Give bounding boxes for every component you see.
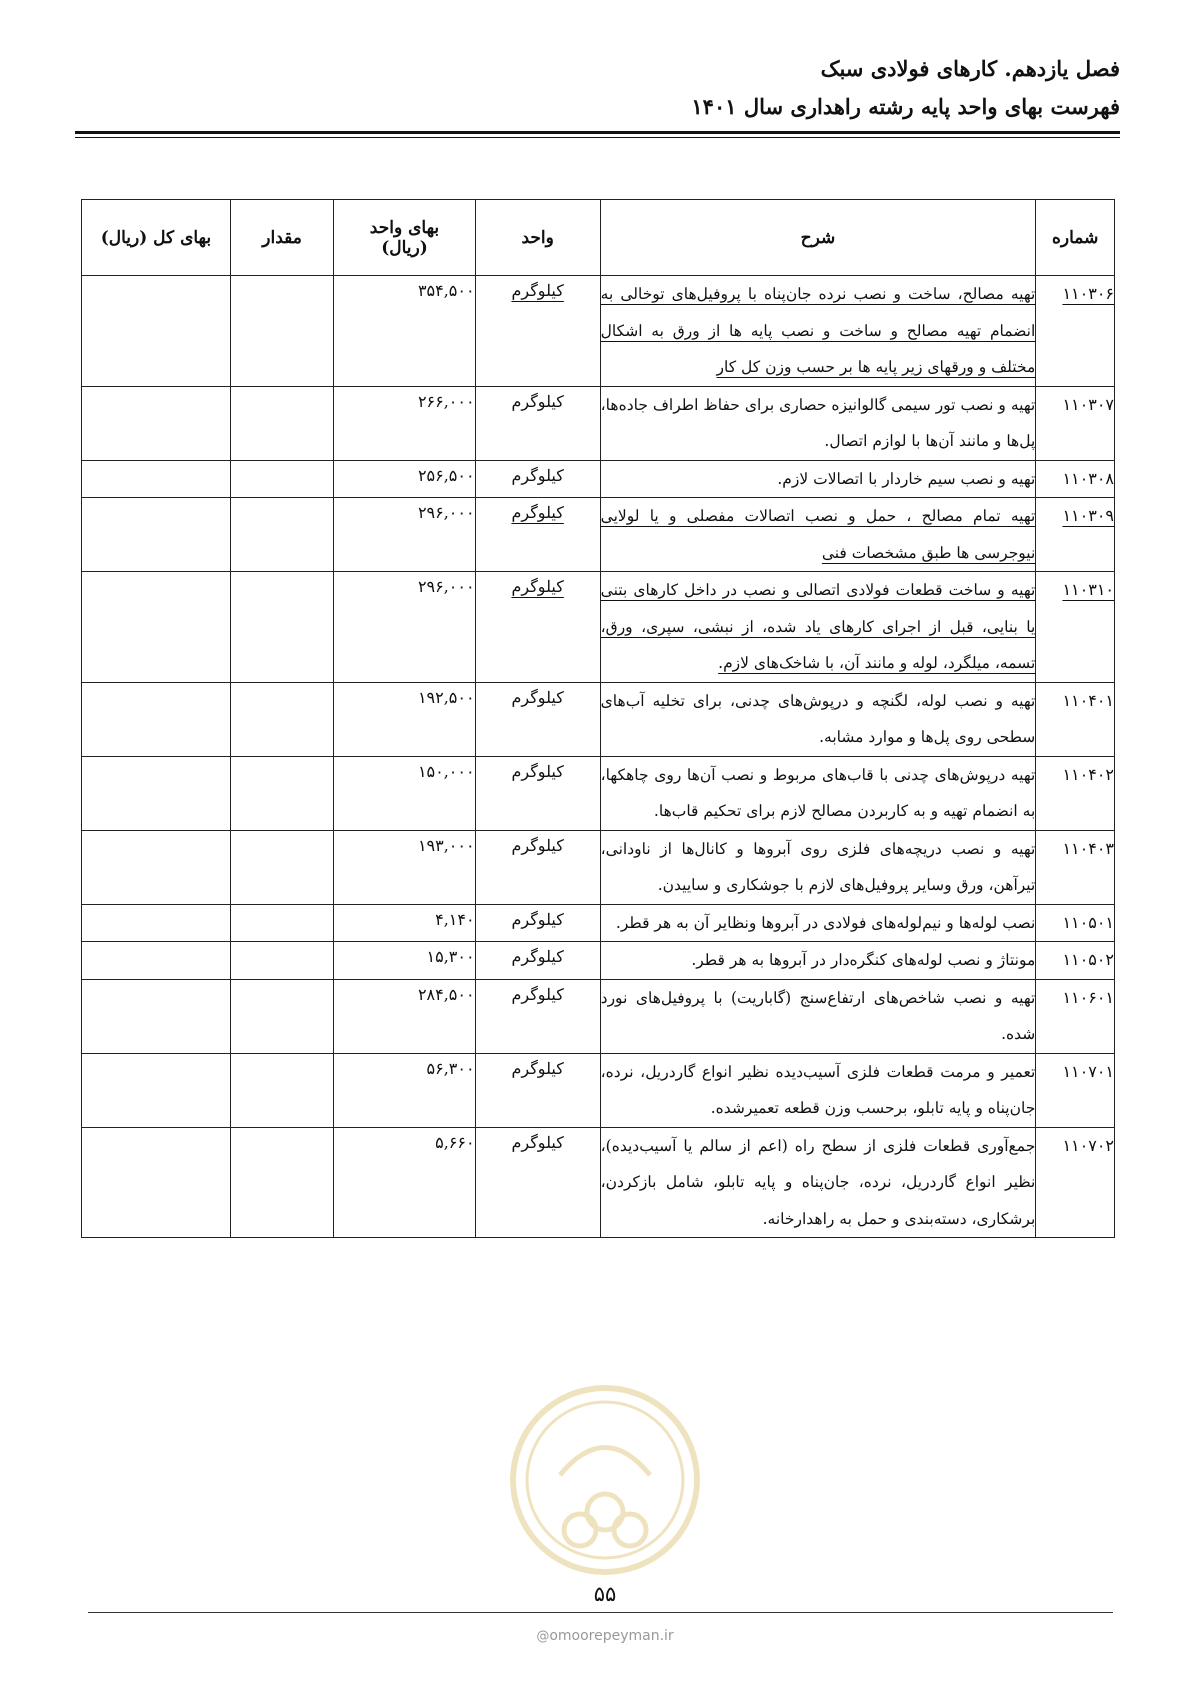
header-total-price: بهای کل (ریال) xyxy=(82,200,231,276)
item-total-price xyxy=(82,386,231,460)
item-number xyxy=(1036,1127,1115,1238)
item-number-text: ۱۱۰۵۰۲ xyxy=(1062,950,1114,969)
item-unit-price: ۵۶,۳۰۰ xyxy=(334,1053,475,1127)
at-icon: @ xyxy=(536,1629,550,1644)
table-body xyxy=(82,276,1115,1238)
header-rule-thick xyxy=(75,131,1120,134)
item-quantity xyxy=(230,386,334,460)
item-description-text: تهیه مصالح، ساخت و نصب نرده جان‌پناه با پروفیل‌های توخالی به انضمام تهیه مصالح و ساخت و نصب پایه ها از ورق به اشکال مختلف و ورقهای زیر پایه ها بر حسب وزن کل کار xyxy=(600,285,1036,376)
page-header xyxy=(75,54,1120,122)
item-total-price xyxy=(82,682,231,756)
item-unit-text: کیلوگرم xyxy=(511,1058,564,1078)
item-quantity xyxy=(230,904,334,942)
item-number-text: ۱۱۰۳۰۷ xyxy=(1062,394,1114,414)
item-description xyxy=(600,460,1036,498)
site-watermark xyxy=(520,1628,690,1644)
item-description-text: مونتاژ و نصب لوله‌های کنگره‌دار در آبروها به هر قطر. xyxy=(691,951,1036,969)
header-unit-price-label: بهای واحد xyxy=(369,217,440,238)
document-title: فهرست بهای واحد پایه رشته راهداری سال ۱۴۰۱ xyxy=(691,94,1120,119)
item-total-price xyxy=(82,756,231,830)
table-row xyxy=(82,979,1115,1053)
item-total-price xyxy=(82,498,231,572)
item-unit xyxy=(475,1053,600,1127)
item-unit-price: ۱۹۳,۰۰۰ xyxy=(334,830,475,904)
item-description xyxy=(600,572,1036,683)
item-unit-price: ۴,۱۴۰ xyxy=(334,904,475,942)
header-rule-thin xyxy=(75,137,1120,138)
item-number xyxy=(1036,460,1115,498)
item-total-price xyxy=(82,460,231,498)
price-list-table xyxy=(81,199,1115,1238)
header-unit: واحد xyxy=(475,200,600,276)
item-unit-text: کیلوگرم xyxy=(511,1132,564,1152)
footer-rule xyxy=(88,1612,1113,1613)
item-description-text: تهیه و نصب شاخص‌های ارتفاع‌سنج (گاباریت) با پروفیل‌های نورد شده. xyxy=(600,988,1036,1043)
item-quantity xyxy=(230,682,334,756)
item-description xyxy=(600,386,1036,460)
item-description-text: تهیه تمام مصالح ، حمل و نصب اتصالات مفصلی و یا لولایی نیوجرسی ها طبق مشخصات فنی xyxy=(600,507,1036,562)
item-quantity xyxy=(230,572,334,683)
item-unit xyxy=(475,756,600,830)
item-number-text: ۱۱۰۶۰۱ xyxy=(1062,987,1114,1007)
item-unit-text: کیلوگرم xyxy=(511,835,564,855)
item-number xyxy=(1036,904,1115,942)
item-unit-price: ۲۵۶,۵۰۰ xyxy=(334,460,475,498)
table-row xyxy=(82,276,1115,387)
item-number xyxy=(1036,942,1115,980)
item-description xyxy=(600,830,1036,904)
item-unit xyxy=(475,386,600,460)
item-number-text: ۱۱۰۷۰۲ xyxy=(1062,1135,1114,1155)
item-unit-price: ۲۹۶,۰۰۰ xyxy=(334,498,475,572)
item-description xyxy=(600,682,1036,756)
item-description xyxy=(600,1127,1036,1238)
item-unit-price: ۲۸۴,۵۰۰ xyxy=(334,979,475,1053)
item-total-price xyxy=(82,276,231,387)
item-unit xyxy=(475,979,600,1053)
item-description xyxy=(600,498,1036,572)
item-number-text: ۱۱۰۳۱۰ xyxy=(1062,580,1114,599)
item-unit xyxy=(475,276,600,387)
item-unit xyxy=(475,572,600,683)
site-url: omoorepeyman.ir xyxy=(549,1628,674,1644)
item-description xyxy=(600,942,1036,980)
item-unit-price: ۲۹۶,۰۰۰ xyxy=(334,572,475,683)
item-total-price xyxy=(82,830,231,904)
item-unit-price: ۱۹۲,۵۰۰ xyxy=(334,682,475,756)
item-quantity xyxy=(230,942,334,980)
item-description xyxy=(600,1053,1036,1127)
table-row xyxy=(82,460,1115,498)
item-quantity xyxy=(230,276,334,387)
item-number-text: ۱۱۰۵۰۱ xyxy=(1062,912,1114,932)
item-number xyxy=(1036,830,1115,904)
table-row xyxy=(82,904,1115,942)
item-total-price xyxy=(82,942,231,980)
item-total-price xyxy=(82,572,231,683)
item-unit xyxy=(475,904,600,942)
table-header-row xyxy=(82,200,1115,276)
item-description-text: تهیه و ساخت قطعات فولادی اتصالی و نصب در داخل کارهای بتنی یا بنایی، قبل از اجرای کارهای یاد شده، از نبشی، سپری، ورق، تسمه، میلگرد، لوله و مانند آن، با شاخک‌های لازم. xyxy=(600,581,1036,672)
item-unit-price: ۲۶۶,۰۰۰ xyxy=(334,386,475,460)
header-unit-price-currency: (ریال) xyxy=(381,237,428,258)
item-unit-price: ۳۵۴,۵۰۰ xyxy=(334,276,475,387)
table-row xyxy=(82,1127,1115,1238)
item-description-text: تهیه درپوش‌های چدنی با قاب‌های مربوط و نصب آن‌ها روی چاهکها، به انضمام تهیه و به کاربردن مصالح لازم برای تحکیم قاب‌ها. xyxy=(600,765,1036,820)
table-row xyxy=(82,386,1115,460)
table-row xyxy=(82,682,1115,756)
item-quantity xyxy=(230,979,334,1053)
item-number-text: ۱۱۰۷۰۱ xyxy=(1062,1061,1114,1081)
item-unit-text: کیلوگرم xyxy=(511,465,564,485)
item-unit-text: کیلوگرم xyxy=(511,391,564,411)
item-number-text: ۱۱۰۴۰۲ xyxy=(1062,764,1114,784)
item-number xyxy=(1036,386,1115,460)
item-unit xyxy=(475,1127,600,1238)
table-row xyxy=(82,830,1115,904)
item-description xyxy=(600,979,1036,1053)
item-unit-text: کیلوگرم xyxy=(511,984,564,1004)
item-description-text: تهیه و نصب سیم خاردار با اتصالات لازم. xyxy=(777,469,1036,488)
item-description-text: جمع‌آوری قطعات فلزی از سطح راه (اعم از سالم یا آسیب‌دیده)، نظیر انواع گاردریل، نرده، جان‌پناه و پایه تابلو، شامل بازکردن، برشکاری، دسته‌بندی و حمل به راهدارخانه. xyxy=(600,1136,1036,1228)
table-row xyxy=(82,498,1115,572)
item-number xyxy=(1036,756,1115,830)
item-quantity xyxy=(230,460,334,498)
header-description: شرح xyxy=(600,200,1036,276)
item-number-text: ۱۱۰۳۰۸ xyxy=(1062,468,1114,488)
item-quantity xyxy=(230,756,334,830)
item-unit-price: ۵,۶۶۰ xyxy=(334,1127,475,1238)
item-number xyxy=(1036,979,1115,1053)
item-unit-text: کیلوگرم xyxy=(511,577,564,596)
item-number-text: ۱۱۰۳۰۹ xyxy=(1062,506,1114,525)
item-description-text: تهیه و نصب دریچه‌های فلزی روی آبروها و کانال‌ها از ناودانی، تیرآهن، ورق وسایر پروفیل‌های لازم با جوشکاری و ساییدن. xyxy=(600,839,1036,894)
header-number: شماره xyxy=(1036,200,1115,276)
item-unit-text: کیلوگرم xyxy=(511,947,564,966)
item-unit xyxy=(475,830,600,904)
table-row xyxy=(82,1053,1115,1127)
watermark-seal xyxy=(505,1380,705,1580)
item-unit-text: کیلوگرم xyxy=(511,687,564,707)
page-number: ۵۵ xyxy=(593,1582,617,1606)
item-number xyxy=(1036,572,1115,683)
item-unit-text: کیلوگرم xyxy=(511,281,564,300)
table-row xyxy=(82,756,1115,830)
item-unit xyxy=(475,460,600,498)
item-number xyxy=(1036,682,1115,756)
item-description-text: نصب لوله‌ها و نیم‌لوله‌های فولادی در آبروها ونظایر آن به هر قطر. xyxy=(615,913,1036,932)
item-unit-price: ۱۵,۳۰۰ xyxy=(334,942,475,980)
item-quantity xyxy=(230,830,334,904)
item-number xyxy=(1036,1053,1115,1127)
item-quantity xyxy=(230,498,334,572)
item-number-text: ۱۱۰۳۰۶ xyxy=(1062,284,1114,303)
item-number xyxy=(1036,498,1115,572)
item-number-text: ۱۱۰۴۰۳ xyxy=(1062,838,1114,858)
item-description-text: تعمیر و مرمت قطعات فلزی آسیب‌دیده نظیر انواع گاردریل، نرده، جان‌پناه و پایه تابلو، برحسب وزن قطعه تعمیرشده. xyxy=(600,1062,1036,1117)
item-description xyxy=(600,904,1036,942)
item-quantity xyxy=(230,1053,334,1127)
item-unit xyxy=(475,682,600,756)
item-unit xyxy=(475,498,600,572)
item-description xyxy=(600,276,1036,387)
table-row xyxy=(82,572,1115,683)
item-quantity xyxy=(230,1127,334,1238)
item-total-price xyxy=(82,979,231,1053)
header-quantity: مقدار xyxy=(230,200,334,276)
item-number-text: ۱۱۰۴۰۱ xyxy=(1062,690,1114,710)
table-row xyxy=(82,942,1115,980)
item-unit-text: کیلوگرم xyxy=(511,909,564,929)
item-total-price xyxy=(82,1053,231,1127)
item-unit-price: ۱۵۰,۰۰۰ xyxy=(334,756,475,830)
item-unit xyxy=(475,942,600,980)
item-description-text: تهیه و نصب تور سیمی گالوانیزه حصاری برای حفاظ اطراف جاده‌ها، پل‌ها و مانند آن‌ها با لوازم اتصال. xyxy=(600,395,1036,450)
item-total-price xyxy=(82,904,231,942)
item-number xyxy=(1036,276,1115,387)
item-total-price xyxy=(82,1127,231,1238)
item-description-text: تهیه و نصب لوله، لگنچه و درپوش‌های چدنی، برای تخلیه آب‌های سطحی روی پل‌ها و موارد مشابه. xyxy=(600,691,1036,746)
chapter-title: فصل یازدهم. کارهای فولادی سبک xyxy=(820,56,1120,81)
item-unit-text: کیلوگرم xyxy=(511,761,564,781)
item-description xyxy=(600,756,1036,830)
item-unit-text: کیلوگرم xyxy=(511,503,564,522)
header-unit-price xyxy=(334,200,475,276)
